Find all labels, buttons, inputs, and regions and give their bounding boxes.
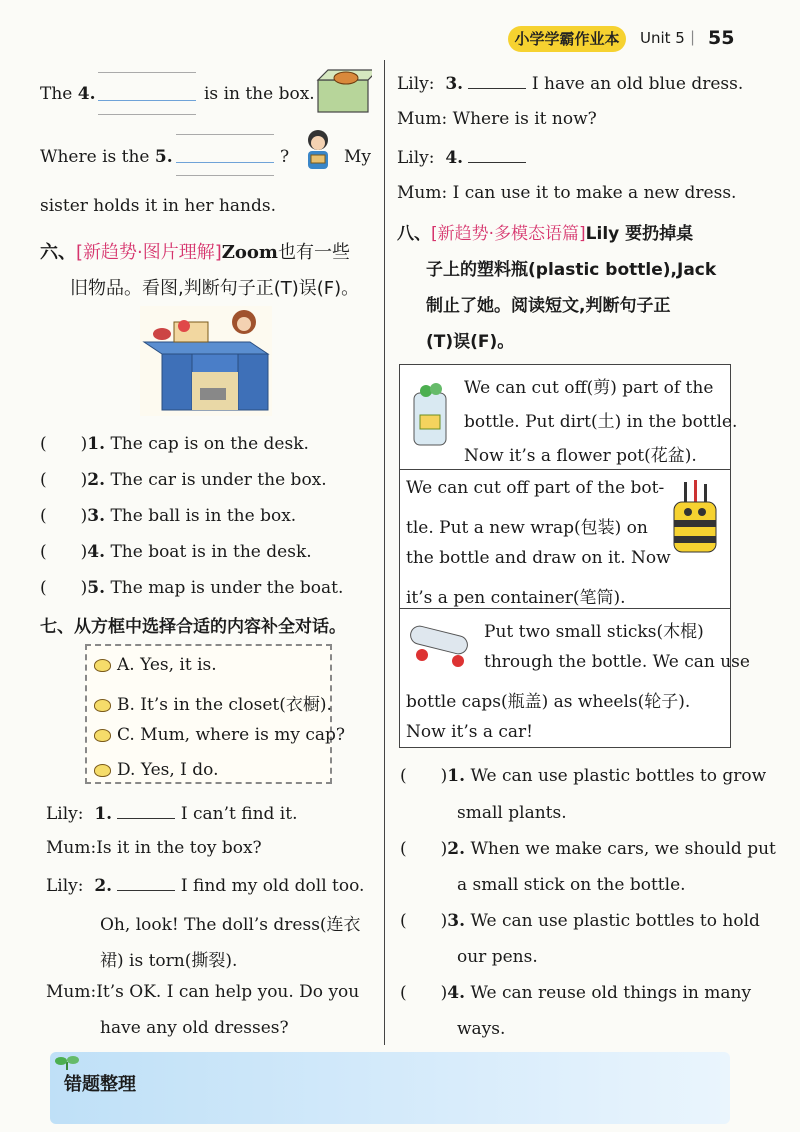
- sec6-item-5: ( )5. The map is under the boat.: [40, 578, 344, 598]
- book-title-badge: 小学学霸作业本: [508, 26, 626, 52]
- sec8-question-1: ( )1. We can use plastic bottles to grow: [400, 766, 767, 786]
- section8-title-line2: 子上的塑料瓶(plastic bottle),Jack: [426, 260, 717, 280]
- answer-blank[interactable]: [468, 72, 526, 89]
- dialogue-line-1: Lily: 1. I can’t find it.: [46, 804, 298, 824]
- sec6-item-4: ( )4. The boat is in the desk.: [40, 542, 312, 562]
- bulb-icon: [94, 659, 111, 672]
- sec6-item-2: ( )2. The car is under the box.: [40, 470, 327, 490]
- dialogue-line-4: Mum:It’s OK. I can help you. Do you: [46, 982, 360, 1002]
- bulb-icon: [94, 764, 111, 777]
- option-c: C. Mum, where is my cap?: [94, 725, 345, 745]
- bottle-car-picture: [408, 619, 472, 667]
- dialogue-line-3-cont2: 裙) is torn(撕裂).: [100, 951, 238, 971]
- page-number: 55: [708, 27, 735, 49]
- answer-line[interactable]: [176, 162, 274, 163]
- girl-picture: [298, 128, 340, 174]
- answer-blank[interactable]: [117, 874, 175, 891]
- answer-line[interactable]: [98, 100, 196, 101]
- flower-pot-picture: [410, 379, 450, 449]
- footer-band: [50, 1052, 730, 1124]
- option-a: A. Yes, it is.: [94, 655, 217, 675]
- answer-line[interactable]: [98, 72, 196, 73]
- sec8-question-1-cont: small plants.: [457, 803, 567, 823]
- fill-line-4: The 4.: [40, 84, 96, 104]
- answer-line[interactable]: [98, 114, 196, 115]
- fill-line-4-end: is in the box.: [204, 84, 315, 104]
- sec6-item-1: ( )1. The cap is on the desk.: [40, 434, 309, 454]
- basket-ball-picture: [316, 66, 372, 114]
- error-review-label: 错题整理: [64, 1074, 136, 1095]
- fill-line-5: Where is the 5.: [40, 147, 173, 167]
- dialogue-line-2: Mum:Is it in the toy box?: [46, 838, 262, 858]
- passage-box-3: Put two small sticks(木棍) through the bottle. We can use bottle caps(瓶盖) as wheels(轮子). Now it’s a car!: [399, 608, 731, 748]
- answer-line[interactable]: [176, 175, 274, 176]
- section6-title: 六、[新趋势·图片理解]Zoom也有一些: [40, 242, 350, 263]
- answer-line[interactable]: [176, 134, 274, 135]
- dialogue-line-3-cont: Oh, look! The doll’s dress(连衣: [100, 915, 361, 935]
- fill-line-5-cont: sister holds it in her hands.: [40, 196, 276, 216]
- passage-box-1: We can cut off(剪) part of the bottle. Put dirt(土) in the bottle. Now it’s a flower pot(花盆).: [399, 364, 731, 470]
- sec8-question-2-cont: a small stick on the bottle.: [457, 875, 686, 895]
- sec8-question-3: ( )3. We can use plastic bottles to hold: [400, 911, 760, 931]
- sec6-item-3: ( )3. The ball is in the box.: [40, 506, 297, 526]
- section8-title-line4: (T)误(F)。: [426, 332, 515, 352]
- bulb-icon: [94, 729, 111, 742]
- dialogue-line-3: Lily: 2. I find my old doll too.: [46, 876, 365, 896]
- column-divider: [384, 60, 385, 1045]
- sprout-icon: [54, 1054, 80, 1070]
- fill-line-5-q: ?: [280, 147, 290, 167]
- option-b: B. It’s in the closet(衣橱).: [94, 690, 332, 715]
- option-d: D. Yes, I do.: [94, 760, 219, 780]
- dialogue-line-8: Mum: I can use it to make a new dress.: [397, 183, 737, 203]
- section8-title-line3: 制止了她。阅读短文,判断句子正: [426, 296, 671, 316]
- dialogue-line-7: Lily: 4.: [397, 146, 526, 168]
- header-separator: |: [690, 28, 696, 46]
- sec8-question-4: ( )4. We can reuse old things in many: [400, 983, 752, 1003]
- sec8-question-4-cont: ways.: [457, 1019, 506, 1039]
- section7-title: 七、从方框中选择合适的内容补全对话。: [40, 617, 346, 637]
- answer-blank[interactable]: [468, 146, 526, 163]
- dialogue-line-6: Mum: Where is it now?: [397, 109, 597, 129]
- sec8-question-3-cont: our pens.: [457, 947, 538, 967]
- bulb-icon: [94, 699, 111, 712]
- dialogue-line-4-cont: have any old dresses?: [100, 1018, 289, 1038]
- dialogue-line-5: Lily: 3. I have an old blue dress.: [397, 74, 744, 94]
- fill-line-5-my: My: [344, 147, 372, 167]
- section8-title: 八、[新趋势·多模态语篇]Lily 要扔掉桌: [397, 224, 694, 244]
- passage-box-2: We can cut off part of the bot- tle. Put a new wrap(包装) on the bottle and draw on it. Now it’s a pen container(笔筒).: [399, 469, 731, 609]
- answer-blank[interactable]: [117, 802, 175, 819]
- unit-label: Unit 5: [640, 29, 685, 47]
- sec8-question-2: ( )2. When we make cars, we should put: [400, 839, 776, 859]
- desk-picture: [140, 306, 272, 416]
- section6-title-line2: 旧物品。看图,判断句子正(T)误(F)。: [70, 278, 360, 299]
- pen-container-picture: [664, 480, 724, 556]
